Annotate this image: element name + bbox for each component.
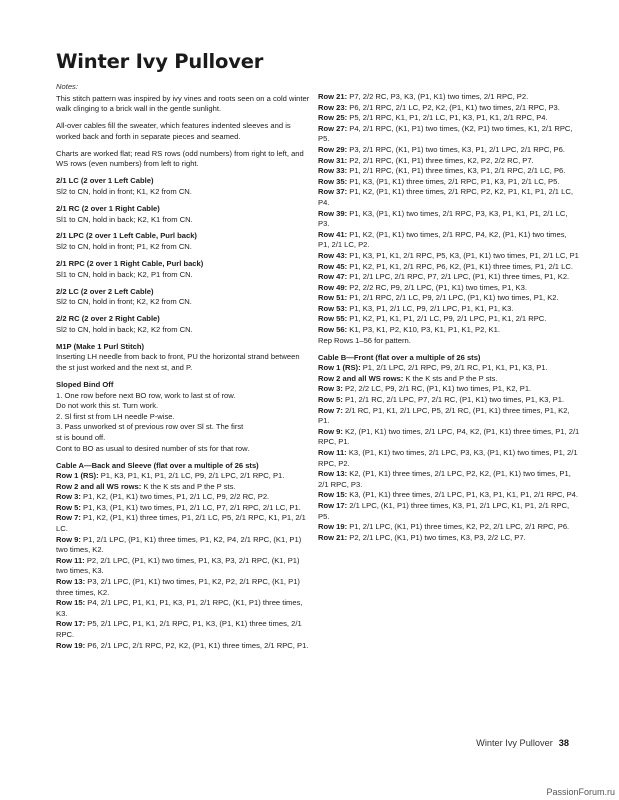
row-label: Row 1 (RS): [318,363,361,373]
row-text: K1, P3, K1, P2, K10, P3, K1, P1, K1, P2, K1. [349,325,500,335]
row-label: Row 35: [318,176,348,186]
cable-a-row [318,209,580,230]
row-label: Row 33: [318,166,348,176]
row-label: Row 27: [318,123,348,133]
row-text: K the K sts and P the P sts. [143,481,236,491]
cable-a-row [318,251,580,262]
row-label: Row 11: [318,447,347,457]
row-label: Row 45: [318,261,348,271]
row-label: Row 41: [318,229,348,239]
row-label: Row 51: [318,293,348,303]
row-label: Row 29: [318,144,348,154]
row-text: P1, 2/1 LPC, 2/1 RPC, P7, 2/1 LPC, (P1, K1) three times, P1, K2. [349,272,570,282]
row-label: Row 56: [318,325,348,335]
cable-a-row [318,166,580,177]
abbreviation-heading: 2/1 LPC (2 over 1 Left Cable, Purl back) [56,231,197,241]
cable-b-row [318,533,580,544]
row-text: P1, 2/1 RPC, 2/1 LC, P9, 2/1 LPC, (P1, K1) two times, P1, K2. [349,293,559,303]
row-text: P1, K2, (P1, K1) three times, P1, 2/1 LC, P5, 2/1 RPC, K1, P1, 2/1 LC. [56,513,306,534]
row-text: P1, 2/1 LPC, 2/1 RPC, P9, 2/1 RC, P1, K1, P1, K3, P1. [362,363,548,373]
row-text: P1, K2, P1, K1, P1, 2/1 LC, P9, 2/1 LPC, P1, K1, 2/1 RPC. [349,314,547,324]
left-column [56,82,310,651]
notes-label: Notes: [56,82,78,91]
sloped-bind-off-note: Cont to BO as usual to desired number of sts for that row. [56,443,250,453]
row-label: Row 17: [56,619,86,629]
row-text: P1, 2/1 RPC, (K1, P1) three times, K3, P1, 2/1 RPC, 2/1 LC, P6. [349,166,566,176]
cable-a-row [318,314,580,325]
cable-a-row [318,325,580,336]
row-label: Row 7: [56,513,81,523]
abbreviation-body: Sl1 to CN, hold in back; K2, P1 from CN. [56,269,193,279]
row-label: Row 3: [56,492,81,502]
cable-b-row [318,501,580,522]
sloped-bind-off [56,380,310,454]
row-text: P1, K3, (P1, K1) three times, 2/1 RPC, P1, K3, P1, 2/1 LC, P5. [349,176,560,186]
row-text: P4, 2/1 RPC, (K1, P1) two times, (K2, P1) two times, K1, 2/1 RPC, P5. [318,123,573,144]
sloped-bind-off-step: 3. Pass unworked st of previous row over Sl st. The first [56,422,244,432]
row-text: P2, 2/1 LPC, (K1, P1) two times, K3, P3, 2/2 LC, P7. [349,532,526,542]
row-label: Row 25: [318,113,348,123]
row-text: P3, 2/1 LPC, (P1, K1) two times, P1, K2, P2, 2/1 RPC, (K1, P1) three times, K2. [56,577,300,597]
cable-a-row [56,503,310,514]
row-label: Row 19: [56,640,86,650]
cable-b-row [318,469,580,490]
row-text: P1, 2/1 LPC, (P1, K1) three times, P1, K2, P4, 2/1 RPC, (K1, P1) two times, K2. [56,534,302,555]
cable-a-row [318,103,580,114]
row-text: 2/1 LPC, (K1, P1) three times, K3, P1, 2/1 LPC, K1, P1, 2/1 RPC, P5. [318,500,570,521]
row-label: Row 9: [318,426,343,436]
row-label: Row 49: [318,282,348,292]
row-text: P1, K2, P1, K1, 2/1 RPC, P6, K2, (P1, K1) three times, P1, 2/1 LC. [349,261,573,271]
row-text: P7, 2/2 RC, P3, K3, (P1, K1) two times, 2/1 RPC, P2. [349,92,529,101]
row-label: Row 15: [56,598,86,608]
row-text: P1, K2, (P1, K1) two times, 2/1 RPC, P4, K2, (P1, K1) two times, P1, 2/1 LC, P2. [318,229,567,250]
row-label: Row 53: [318,303,348,313]
cable-b-row [318,384,580,395]
row-text: P2, 2/2 RC, P9, 2/1 LPC, (P1, K1) two times, P1, K3. [349,282,527,292]
cable-a-repeat: Rep Rows 1–56 for pattern. [318,335,411,345]
cable-a-row [318,113,580,124]
cable-a-row [318,177,580,188]
row-text: P1, K3, P1, 2/1 LC, P9, 2/1 LPC, P1, K1, P1, K3. [349,303,514,313]
abbreviation-heading: 2/1 RC (2 over 1 Right Cable) [56,203,160,213]
abbreviation-heading: 2/2 RC (2 over 2 Right Cable) [56,314,160,324]
row-label: Row 5: [56,502,81,512]
row-text: K3, (P1, K1) two times, 2/1 LPC, P3, K3, (P1, K1) two times, P1, 2/1 RPC, P2. [318,447,578,468]
abbreviation-entry [56,342,310,374]
cable-a-row [318,187,580,208]
abbreviation-entry [56,314,310,335]
cable-b-row [318,363,580,374]
cable-a-row [56,619,310,640]
row-text: P1, 2/1 LPC, (K1, P1) three times, K2, P2, 2/1 LPC, 2/1 RPC, P6. [349,522,570,532]
row-text: 2/1 RC, P1, K1, 2/1 LPC, P5, 2/1 RC, (P1, K1) three times, P1, K2, P1. [318,405,570,426]
row-label: Row 11: [56,555,85,565]
cable-a-row [56,492,310,503]
cable-a-row [318,304,580,315]
watermark: PassionForum.ru [546,787,615,797]
row-text: P1, K3, P1, K1, P1, 2/1 LC, P9, 2/1 LPC, 2/1 RPC, P1. [100,471,285,481]
row-label: Row 5: [318,395,343,405]
row-label: Row 9: [56,534,81,544]
abbreviation-body: Sl1 to CN, hold in back; K2, K1 from CN. [56,214,193,224]
abbreviation-heading: 2/2 LC (2 over 2 Left Cable) [56,286,154,296]
row-text: P2, 2/1 RPC, (K1, P1) three times, K2, P2, 2/2 RC, P7. [349,155,534,165]
abbreviation-entry [56,204,310,225]
row-text: P1, 2/1 RC, 2/1 LPC, P7, 2/1 RC, (P1, K1) two times, P1, K3, P1. [345,395,565,405]
cable-a-row [318,156,580,167]
cable-a-row [318,293,580,304]
abbreviation-entry [56,259,310,280]
cable-b-row [318,427,580,448]
row-label: Row 13: [318,469,348,479]
cable-a-row [318,272,580,283]
notes-paragraph: This stitch pattern was inspired by ivy vines and roots seen on a cold winter walk clinging to a brick wall in the gentle sunlight. [56,93,310,114]
abbreviation-body: Inserting LH needle from back to front, PU the horizontal strand between the st just worked and the next st, and P. [56,352,300,372]
abbreviation-heading: 2/1 RPC (2 over 1 Right Cable, Purl back) [56,259,204,269]
row-label: Row 47: [318,272,348,282]
row-text: K2, (P1, K1) two times, 2/1 LPC, P4, K2, (P1, K1) three times, P1, 2/1 RPC, P1. [318,426,580,447]
cable-b-row [318,448,580,469]
page-footer [476,738,569,748]
cable-a-row [56,577,310,598]
row-text: P1, K3, (P1, K1) two times, P1, 2/1 LC, P7, 2/1 RPC, 2/1 LC, P1. [83,502,301,512]
right-column [318,92,580,543]
row-text: P4, 2/1 LPC, P1, K1, P1, K3, P1, 2/1 RPC, (K1, P1) three times, K3. [56,598,303,618]
abbreviation-heading: M1P (Make 1 Purl Stitch) [56,341,145,351]
row-text: P1, K2, (P1, K1) two times, P1, 2/1 LC, P9, 2/2 RC, P2. [83,492,270,502]
row-label: Row 37: [318,187,348,197]
cable-a-row [56,535,310,556]
page-title: Winter Ivy Pullover [56,50,264,73]
row-text: P6, 2/1 LPC, 2/1 RPC, P2, K2, (P1, K1) three times, 2/1 RPC, P1. [87,640,309,650]
notes-paragraph: Charts are worked flat; read RS rows (odd numbers) from right to left, and WS rows (even numbers) from left to right. [56,148,304,169]
row-label: Row 43: [318,250,348,260]
abbreviation-body: Sl2 to CN, hold in front; P1, K2 from CN. [56,242,192,252]
row-label: Row 3: [318,384,343,394]
sloped-bind-off-step: st is bound off. [56,432,106,442]
row-label: Row 15: [318,490,348,500]
row-text: K the K sts and P the P sts. [405,373,498,383]
row-text: P2, 2/1 LPC, (P1, K1) two times, P1, K3, P3, 2/1 RPC, (K1, P1) two times, K3. [56,555,300,576]
cable-a-row [318,124,580,145]
abbreviation-entry [56,287,310,308]
cable-a-row [56,513,310,534]
cable-a-row [318,262,580,273]
abbreviation-body: Sl2 to CN, hold in back; K2, K2 from CN. [56,324,193,334]
row-text: P1, K3, P1, K1, 2/1 RPC, P5, K3, (P1, K1) two times, P1, 2/1 LC, P1 [349,250,579,260]
abbreviation-entry [56,176,310,197]
row-text: P3, 2/1 RPC, (K1, P1) two times, K3, P1, 2/1 LPC, 2/1 RPC, P6. [349,144,565,154]
row-label: Row 55: [318,314,348,324]
cable-a-heading: Cable A—Back and Sleeve (flat over a multiple of 26 sts) [56,460,259,470]
cable-a-row [318,283,580,294]
row-label: Row 21: [318,92,348,101]
row-label: Row 31: [318,155,348,165]
cable-a-row [56,556,310,577]
abbreviation-body: Sl2 to CN, hold in front; K1, K2 from CN. [56,186,192,196]
abbreviation-heading: 2/1 LC (2 over 1 Left Cable) [56,176,154,186]
row-text: P5, 2/1 RPC, K1, P1, 2/1 LC, P1, K3, P1, K1, 2/1 RPC, P4. [349,113,548,123]
row-label: Row 21: [318,532,348,542]
cable-a-row [56,641,310,652]
row-label: Row 23: [318,102,348,112]
row-text: K3, (P1, K1) three times, 2/1 LPC, P1, K3, P1, K1, P1, 2/1 RPC, P4. [349,490,579,500]
cable-b-row [318,395,580,406]
sloped-bind-off-step: 1. One row before next BO row, work to last st of row. [56,390,236,400]
notes-paragraph: All-over cables fill the sweater, which features indented sleeves and is worked back and forth in separate pieces and seamed. [56,121,291,141]
cable-b-row [318,406,580,427]
abbreviation-entry [56,231,310,252]
row-text: P1, K2, (P1, K1) three times, 2/1 RPC, P2, K2, P1, K1, P1, 2/1 LC, P4. [318,187,573,207]
cable-a-row [318,145,580,156]
sloped-bind-off-step: Do not work this st. Turn work. [56,401,159,411]
row-label: Row 13: [56,577,86,587]
footer-title: Winter Ivy Pullover [476,738,553,748]
row-text: P6, 2/1 RPC, 2/1 LC, P2, K2, (P1, K1) two times, 2/1 RPC, P3. [349,102,560,112]
row-text: P2, 2/2 LC, P9, 2/1 RC, (P1, K1) two times, P1, K2, P1. [345,384,532,394]
row-label: Row 2 and all WS rows: [318,373,404,383]
cable-b-row [318,522,580,533]
cable-a-row [318,230,580,251]
page-number: 38 [558,738,569,748]
row-label: Row 19: [318,522,348,532]
row-label: Row 7: [318,405,343,415]
sloped-bind-off-step: 2. Sl first st from LH needle P-wise. [56,411,175,421]
row-label: Row 17: [318,500,348,510]
cable-a-row [56,482,310,493]
cable-a-row [318,92,580,103]
cable-b-row [318,490,580,501]
row-text: K2, (P1, K1) three times, 2/1 LPC, P2, K2, (P1, K1) two times, P1, 2/1 RPC, P3. [318,469,571,489]
cable-a-row [56,598,310,619]
cable-b-row [318,374,580,385]
row-text: P1, K3, (P1, K1) two times, 2/1 RPC, P3, K3, P1, K1, P1, 2/1 LC, P3. [318,208,568,229]
abbreviation-body: Sl2 to CN, hold in front; K2, K2 from CN. [56,297,192,307]
row-text: P5, 2/1 LPC, P1, K1, 2/1 RPC, P1, K3, (P1, K1) three times, 2/1 RPC. [56,619,302,640]
cable-a-row [56,471,310,482]
row-label: Row 39: [318,208,348,218]
cable-b-heading: Cable B—Front (flat over a multiple of 26 sts) [318,352,481,362]
row-label: Row 2 and all WS rows: [56,481,142,491]
sloped-bind-off-heading: Sloped Bind Off [56,379,114,389]
row-label: Row 1 (RS): [56,471,99,481]
